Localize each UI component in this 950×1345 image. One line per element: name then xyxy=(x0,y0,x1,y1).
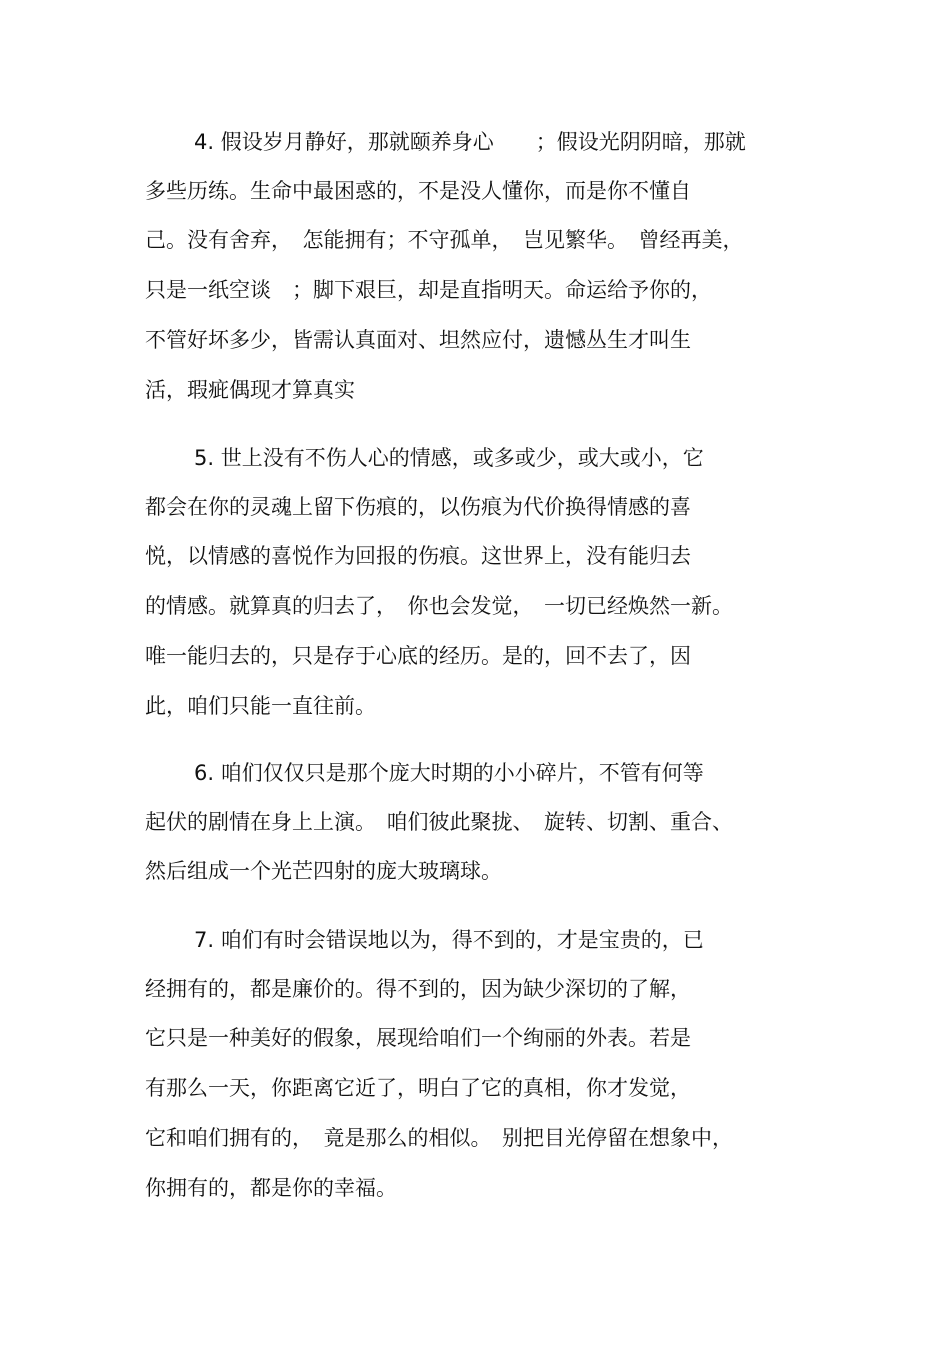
paragraph-line: 只是一纸空谈 ；脚下艰巨，却是直指明天。命运给予你的， xyxy=(145,278,712,302)
paragraph-line: 起伏的剧情在身上上演。 咱们彼此聚拢、 旋转、切割、重合、 xyxy=(145,810,733,834)
paragraph-line: 活，瑕疵偶现才算真实 xyxy=(145,378,355,402)
paragraph-line: 不管好坏多少，皆需认真面对、坦然应付，遗憾丛生才叫生 xyxy=(145,328,691,352)
paragraph-line: 然后组成一个光芒四射的庞大玻璃球。 xyxy=(145,859,502,883)
paragraph-line: 你拥有的，都是你的幸福。 xyxy=(145,1176,397,1200)
paragraph-line: 己。没有舍弃， 怎能拥有；不守孤单， 岂见繁华。 曾经再美， xyxy=(145,228,744,252)
paragraph-line: 此，咱们只能一直往前。 xyxy=(145,694,376,718)
paragraph-line: 悦，以情感的喜悦作为回报的伤痕。这世界上，没有能归去 xyxy=(145,544,691,568)
paragraph-line: 的情感。就算真的归去了， 你也会发觉， 一切已经焕然一新。 xyxy=(145,594,733,618)
paragraph-line: 6. 咱们仅仅只是那个庞大时期的小小碎片，不管有何等 xyxy=(194,761,704,785)
paragraph-line: 4. 假设岁月静好，那就颐养身心 ；假设光阴阴暗，那就 xyxy=(194,130,746,154)
paragraph-line: 唯一能归去的，只是存于心底的经历。是的，回不去了，因 xyxy=(145,644,691,668)
paragraph-line: 5. 世上没有不伤人心的情感，或多或少，或大或小，它 xyxy=(194,446,704,470)
paragraph-line: 多些历练。生命中最困惑的，不是没人懂你，而是你不懂自 xyxy=(145,179,691,203)
paragraph-line: 它只是一种美好的假象，展现给咱们一个绚丽的外表。若是 xyxy=(145,1026,691,1050)
paragraph-line: 7. 咱们有时会错误地以为，得不到的，才是宝贵的，已 xyxy=(194,928,704,952)
paragraph-line: 都会在你的灵魂上留下伤痕的，以伤痕为代价换得情感的喜 xyxy=(145,495,691,519)
paragraph-line: 有那么一天，你距离它近了，明白了它的真相，你才发觉， xyxy=(145,1076,691,1100)
paragraph-line: 经拥有的，都是廉价的。得不到的，因为缺少深切的了解， xyxy=(145,977,691,1001)
paragraph-line: 它和咱们拥有的， 竟是那么的相似。 别把目光停留在想象中， xyxy=(145,1126,733,1150)
